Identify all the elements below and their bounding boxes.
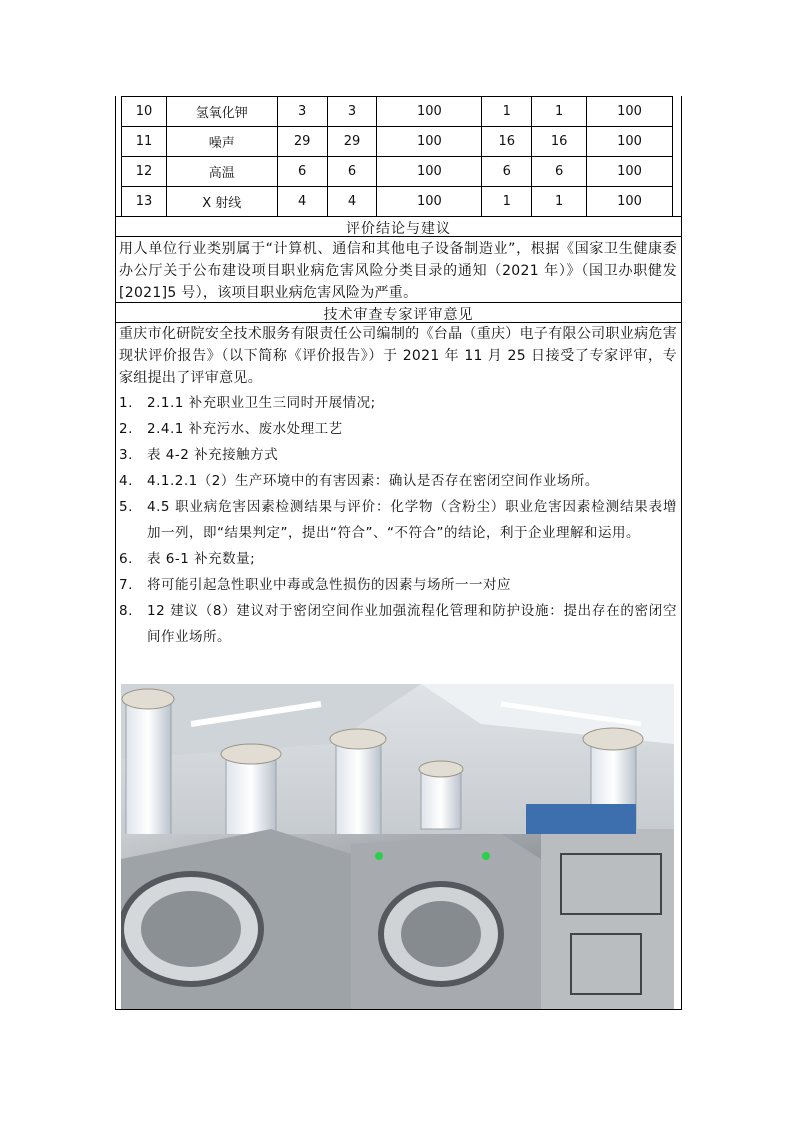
cell-value: 4 bbox=[277, 187, 327, 217]
cell-value: 100 bbox=[377, 127, 482, 157]
hazard-factor: X 射线 bbox=[166, 187, 277, 217]
cleanroom-equipment-photo bbox=[121, 684, 674, 1009]
review-heading: 技术审查专家评审意见 bbox=[323, 307, 474, 323]
cell-value: 100 bbox=[587, 157, 673, 187]
cell-value: 100 bbox=[377, 187, 482, 217]
row-number: 13 bbox=[122, 187, 167, 217]
hazard-factor: 噪声 bbox=[166, 127, 277, 157]
hazard-factor: 氢氧化钾 bbox=[166, 97, 277, 127]
item-text: 2.4.1 补充污水、废水处理工艺 bbox=[147, 421, 343, 437]
cell-value: 1 bbox=[532, 187, 587, 217]
item-number: 3. bbox=[119, 447, 133, 463]
item-number: 8. bbox=[119, 603, 133, 619]
item-number: 6. bbox=[119, 551, 133, 567]
list-item bbox=[119, 442, 677, 468]
conclusion-heading: 评价结论与建议 bbox=[346, 221, 451, 237]
list-item bbox=[119, 390, 677, 416]
conclusion-text: 用人单位行业类别属于“计算机、通信和其他电子设备制造业”，根据《国家卫生健康委办公厅关于公布建设项目职业病危害风险分类目录的通知（2021 年）》（国卫办职健发[2021]5 号），该项目职业病危害风险为严重。 bbox=[119, 241, 677, 301]
item-text: 4.5 职业病危害因素检测结果与评价：化学物（含粉尘）职业危害因素检测结果表增加一列，即“结果判定”，提出“符合”、“不符合”的结论，利于企业理解和运用。 bbox=[147, 499, 677, 541]
list-item bbox=[119, 598, 677, 650]
list-item bbox=[119, 546, 677, 572]
cell-value: 6 bbox=[532, 157, 587, 187]
list-item bbox=[119, 416, 677, 442]
item-number: 5. bbox=[119, 499, 133, 515]
table-row bbox=[122, 127, 673, 157]
item-text: 将可能引起急性职业中毒或急性损伤的因素与场所一一对应 bbox=[147, 577, 511, 593]
divider bbox=[115, 302, 682, 303]
item-number: 1. bbox=[119, 395, 133, 411]
item-text: 表 4-2 补充接触方式 bbox=[147, 447, 279, 463]
review-opinion-list bbox=[119, 390, 677, 650]
cell-value: 16 bbox=[482, 127, 532, 157]
cell-value: 100 bbox=[587, 127, 673, 157]
table-row bbox=[122, 187, 673, 217]
cell-value: 1 bbox=[482, 187, 532, 217]
item-text: 表 6-1 补充数量; bbox=[147, 551, 256, 567]
item-number: 2. bbox=[119, 421, 133, 437]
cell-value: 1 bbox=[482, 97, 532, 127]
row-number: 11 bbox=[122, 127, 167, 157]
hazard-factor: 高温 bbox=[166, 157, 277, 187]
cell-value: 29 bbox=[277, 127, 327, 157]
cell-value: 6 bbox=[327, 157, 377, 187]
list-item bbox=[119, 468, 677, 494]
list-item bbox=[119, 572, 677, 598]
hazard-table bbox=[121, 96, 673, 217]
table-row bbox=[122, 157, 673, 187]
cell-value: 100 bbox=[377, 97, 482, 127]
divider bbox=[115, 216, 682, 217]
cell-value: 100 bbox=[587, 187, 673, 217]
table-row bbox=[122, 97, 673, 127]
cell-value: 1 bbox=[532, 97, 587, 127]
cell-value: 4 bbox=[327, 187, 377, 217]
item-number: 7. bbox=[119, 577, 133, 593]
row-number: 10 bbox=[122, 97, 167, 127]
cell-value: 3 bbox=[277, 97, 327, 127]
item-text: 12 建议（8）建议对于密闭空间作业加强流程化管理和防护设施：提出存在的密闭空间作业场所。 bbox=[147, 603, 677, 645]
item-number: 4. bbox=[119, 473, 133, 489]
review-intro: 重庆市化研院安全技术服务有限责任公司编制的《台晶（重庆）电子有限公司职业病危害现状评价报告》（以下简称《评价报告》）于 2021 年 11 月 25 日接受了专家评审，专家组提出了评审意见。 bbox=[119, 326, 677, 386]
cell-value: 100 bbox=[587, 97, 673, 127]
cell-value: 29 bbox=[327, 127, 377, 157]
cell-value: 3 bbox=[327, 97, 377, 127]
divider bbox=[115, 236, 682, 237]
cell-value: 6 bbox=[482, 157, 532, 187]
item-text: 4.1.2.1（2）生产环境中的有害因素：确认是否存在密闭空间作业场所。 bbox=[147, 473, 599, 489]
row-number: 12 bbox=[122, 157, 167, 187]
cell-value: 6 bbox=[277, 157, 327, 187]
cell-value: 16 bbox=[532, 127, 587, 157]
cell-value: 100 bbox=[377, 157, 482, 187]
list-item bbox=[119, 494, 677, 546]
item-text: 2.1.1 补充职业卫生三同时开展情况; bbox=[147, 395, 376, 411]
